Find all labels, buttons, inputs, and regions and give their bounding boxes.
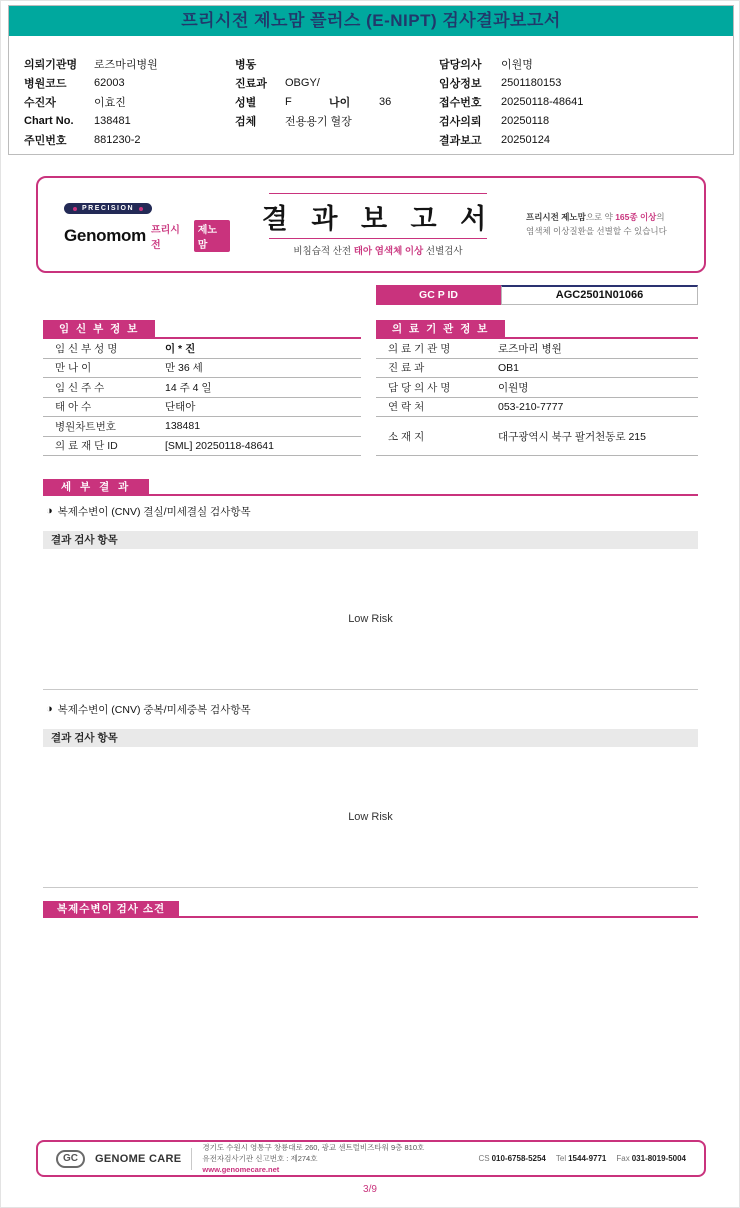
tagline-brand: 프리시전 제노맘 <box>526 212 586 223</box>
tagline-highlight: 165종 이상 <box>615 212 657 223</box>
info-label: 병동 <box>235 58 257 71</box>
tagline-text: 의 <box>656 212 665 223</box>
table-row <box>43 398 361 418</box>
info-label: 담당의사 <box>439 58 482 71</box>
info-label: 접수번호 <box>439 96 482 109</box>
info-row <box>439 73 724 92</box>
row-label: 담 당 의 사 명 <box>388 381 451 394</box>
subtitle-highlight: 태아 염색체 이상 <box>353 245 424 257</box>
info-label: 나이 <box>329 96 351 109</box>
row-value: 단태아 <box>165 401 196 414</box>
row-value: 대구광역시 북구 팔거천동로 215 <box>498 430 646 443</box>
info-label: 검체 <box>235 115 257 128</box>
info-value: 이원명 <box>501 58 533 71</box>
info-row <box>439 92 724 111</box>
report-header-box <box>36 176 706 273</box>
brand-kr-precision: 프리시전 <box>150 224 180 251</box>
info-label: 검사의뢰 <box>439 115 482 128</box>
info-label: 결과보고 <box>439 134 482 147</box>
footer-address-line2: 유전자검사기관 신고번호 : 제274호 <box>202 1153 318 1163</box>
precision-badge-label: PRECISION <box>82 205 135 212</box>
report-title: 프리시전 제노맘 플러스 (E-NIPT) 검사결과보고서 <box>181 11 561 30</box>
cnv-deletion-heading <box>46 504 251 519</box>
row-value: 로즈마리 병원 <box>498 342 562 355</box>
table-row <box>376 417 698 456</box>
title-rule-top <box>269 193 487 194</box>
info-row <box>235 111 435 130</box>
info-value: 138481 <box>94 114 131 127</box>
table-row <box>43 339 361 359</box>
info-value: 36 <box>379 95 392 108</box>
details-section-title: 세 부 결 과 <box>43 479 149 496</box>
half-circle-icon: ◑ <box>46 703 53 715</box>
gcp-id-label: GC P ID <box>376 285 501 305</box>
footer-contact-tel <box>556 1154 607 1163</box>
info-value: 20250118 <box>501 114 550 127</box>
table-row <box>376 339 698 359</box>
badge-dot-icon <box>139 207 143 211</box>
row-value: 053-210-7777 <box>498 400 564 413</box>
info-label: 진료과 <box>235 77 267 90</box>
row-value: 만 36 세 <box>165 362 203 375</box>
contact-label: Fax <box>616 1154 630 1163</box>
contact-value: 031-8019-5004 <box>631 1154 686 1163</box>
details-section-bar <box>43 477 698 496</box>
info-row <box>24 92 229 111</box>
report-subtitle <box>230 243 526 257</box>
gcp-id-value: AGC2501N01066 <box>501 285 698 305</box>
badge-dot-icon <box>73 207 77 211</box>
footer-box <box>36 1140 706 1177</box>
row-label: 임 신 부 성 명 <box>55 342 118 355</box>
gcp-id-row <box>376 285 698 305</box>
footer-address-line1: 경기도 수원시 영통구 창룡대로 260, 광교 센트럴비즈타워 9층 810호 <box>202 1142 425 1152</box>
genomom-logo <box>38 198 230 252</box>
table-row <box>376 398 698 418</box>
row-value: 14 주 4 일 <box>165 381 212 394</box>
footer-contacts <box>478 1154 686 1163</box>
table-row <box>43 378 361 398</box>
contact-value: 010-6758-5254 <box>491 1154 546 1163</box>
contact-label: CS <box>478 1154 490 1163</box>
info-label: 임상정보 <box>439 77 482 90</box>
table-row <box>43 437 361 457</box>
info-value: 20250124 <box>501 133 550 146</box>
info-label: 주민번호 <box>24 134 67 147</box>
info-value: 2501180153 <box>501 76 562 89</box>
footer-address-block <box>202 1142 424 1176</box>
subtitle-text: 비침습적 산전 <box>293 245 354 257</box>
footer-brand-name: GENOME CARE <box>95 1152 182 1165</box>
tagline-text: 으로 약 <box>585 212 616 223</box>
precision-badge <box>64 203 152 214</box>
mother-table-header <box>43 319 361 339</box>
brand-name: Genomom <box>64 225 146 245</box>
row-label: 태 아 수 <box>55 401 92 414</box>
row-label: 만 나 이 <box>55 362 92 375</box>
report-main-title: 결 과 보 고 서 <box>261 203 495 234</box>
row-value: 이원명 <box>498 381 529 394</box>
info-row <box>24 73 229 92</box>
info-label: Chart No. <box>24 114 74 127</box>
table-row <box>43 359 361 379</box>
patient-info-column-right <box>439 54 724 149</box>
info-row <box>24 130 229 149</box>
table-row <box>43 417 361 437</box>
subtitle-text: 선별검사 <box>423 245 463 257</box>
row-label: 의 료 재 단 ID <box>55 440 118 453</box>
row-value: [SML] 20250118-48641 <box>165 439 274 452</box>
contact-label: Tel <box>555 1154 567 1163</box>
row-value: 138481 <box>165 420 201 433</box>
info-row <box>24 111 229 130</box>
report-tagline <box>526 211 704 237</box>
info-row <box>439 111 724 130</box>
row-label: 임 신 주 수 <box>55 381 105 394</box>
info-value: OBGY/ <box>285 76 320 89</box>
info-label: 성별 <box>235 96 257 109</box>
opinion-section-title: 복제수변이 검사 소견 <box>43 901 179 918</box>
tagline-line2: 염색체 이상질환을 선별할 수 있습니다 <box>526 225 667 236</box>
row-value: 이 * 진 <box>165 342 196 355</box>
clinic-info-table <box>376 319 698 456</box>
info-row <box>235 73 435 92</box>
genomecare-logo-icon: GC <box>56 1150 85 1168</box>
contact-value: 1544-9771 <box>568 1154 607 1163</box>
info-label: 의뢰기관명 <box>24 58 78 71</box>
row-label: 진 료 과 <box>388 362 425 375</box>
report-title-bar <box>9 6 733 36</box>
info-value: 20250118-48641 <box>501 95 584 108</box>
clinic-table-title: 의 료 기 관 정 보 <box>376 320 505 338</box>
cnv-duplication-result: Low Risk <box>348 811 393 823</box>
row-value: OB1 <box>498 361 520 374</box>
mother-info-table <box>43 319 361 456</box>
title-rule-bottom <box>269 238 487 239</box>
row-label: 연 락 처 <box>388 401 425 414</box>
info-label: 수진자 <box>24 96 56 109</box>
cnv-duplication-heading <box>46 702 251 717</box>
info-label: 병원코드 <box>24 77 67 90</box>
info-value: 62003 <box>94 76 125 89</box>
opinion-section-bar <box>43 899 698 918</box>
footer-divider <box>191 1148 192 1170</box>
info-value: 이효진 <box>94 96 126 109</box>
mother-table-title: 임 신 부 정 보 <box>43 320 155 338</box>
result-table-header: 결과 검사 항목 <box>43 729 698 747</box>
row-label: 의 료 기 관 명 <box>388 342 451 355</box>
cnv-deletion-result: Low Risk <box>348 613 393 625</box>
brand-line <box>64 220 230 252</box>
footer-contact-cs <box>478 1154 545 1163</box>
patient-info-column-left <box>24 54 229 149</box>
info-row <box>24 54 229 73</box>
footer-contact-fax <box>616 1154 686 1163</box>
cnv-deletion-result-area <box>43 549 698 690</box>
brand-kr-genomom: 제노맘 <box>194 220 230 252</box>
patient-info-column-middle <box>235 54 435 130</box>
cnv-duplication-result-area <box>43 747 698 888</box>
row-label: 병원차트번호 <box>55 420 116 433</box>
result-table-header: 결과 검사 항목 <box>43 531 698 549</box>
info-value: 전용용기 혈장 <box>285 115 352 128</box>
table-row <box>376 378 698 398</box>
header-info-panel <box>8 5 734 155</box>
page-number: 3/9 <box>363 1184 377 1195</box>
cnv-deletion-heading-text: 복제수변이 (CNV) 결실/미세결실 검사항목 <box>57 506 251 518</box>
info-row-sex-age <box>235 92 435 111</box>
clinic-table-header <box>376 319 698 339</box>
cnv-duplication-heading-text: 복제수변이 (CNV) 중복/미세중복 검사항목 <box>57 704 251 716</box>
table-row <box>376 359 698 379</box>
info-row <box>235 54 435 73</box>
half-circle-icon: ◑ <box>46 505 53 517</box>
row-label: 소 재 지 <box>388 430 425 443</box>
info-value: F <box>285 95 292 108</box>
report-main-title-block <box>230 193 526 257</box>
info-row <box>439 54 724 73</box>
info-value: 로즈마리병원 <box>94 58 158 71</box>
info-row <box>439 130 724 149</box>
info-value: 881230-2 <box>94 133 141 146</box>
footer-website: www.genomecare.net <box>202 1165 280 1175</box>
